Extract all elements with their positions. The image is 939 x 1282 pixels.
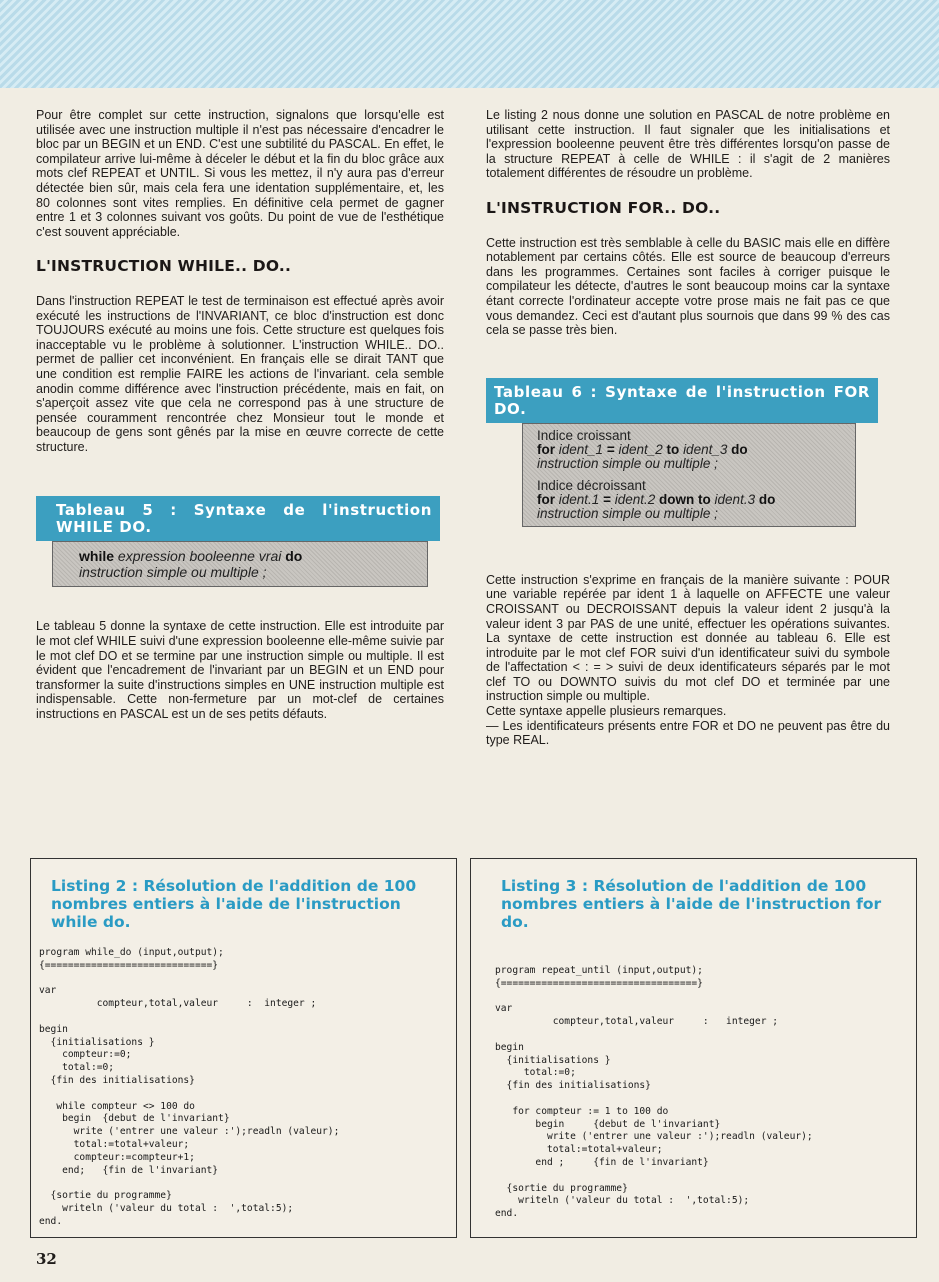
ident-3: ident_3 <box>683 441 728 457</box>
paragraph-while-intro: Dans l'instruction REPEAT le test de terminaison est effectué après avoir exécuté les instructions de l'INVARIANT, ce bloc d'instruction est donc TOUJOURS exécuté au moins une fois. Cette structure est quelques fois inacceptable vu le problème à solutionner. L'instruction WHILE.. DO.. permet de pallier cet inconvénient. En français elle se dirait TANT que une condition est remplie FAIRE les actions de l'invariant. cela semble anodin comme différence avec l'instruction précédente, mais en fait, on s'aperçoit assez vite que cela ne correspond pas à une structure de pensée couramment rencontrée chez Monsieur tout le monde et beaucoup de gens sont gênés par la mise en œuvre correcte de cette structure. <box>36 293 444 454</box>
assign-symbol: = <box>603 491 611 507</box>
keyword-do: do <box>758 491 776 507</box>
table-6-title: Tableau 6 : Syntaxe de l'instruction FOR DO. <box>486 378 878 423</box>
paragraph-tableau5-explain: Le tableau 5 donne la syntaxe de cette instruction. Elle est introduite par le mot clef WHILE suivi d'une expression booleenne elle-même suivie par le mot clef DO et se termine par une instruction simple ou multiple. Il est évident que l'encadrement de l'invariant par un BEGIN et un END pour transformer la suite d'instructions simples en UNE instruction multiple est indispensable. Cette non-fermeture par un mot-clef de certaines instructions en PASCAL est un de ses petits défauts. <box>36 619 444 722</box>
right-column <box>486 108 890 748</box>
ident-1: ident_1 <box>558 441 604 457</box>
keyword-for: for <box>537 491 555 507</box>
listing-2-title: Listing 2 : Résolution de l'addition de 100 nombres entiers à l'aide de l'instruction while do. <box>51 877 417 931</box>
ident-2: ident_2 <box>618 441 663 457</box>
syntax-instruction: instruction simple ou multiple ; <box>537 455 718 471</box>
heading-for-do: L'INSTRUCTION FOR.. DO.. <box>486 198 721 217</box>
table-5-title: Tableau 5 : Syntaxe de l'instruction WHILE DO. <box>36 496 440 541</box>
syntax-expression: expression booleenne vrai <box>117 548 282 565</box>
tab6-increasing-label: Indice croissant <box>537 427 631 443</box>
keyword-for: for <box>537 441 555 457</box>
listing-2-code: program while_do (input,output); {=============================} var compteur,total,valeur : integer ; begin {initialisations } compteur:=0; total:=0; {fin des initialisations} while compteur <> 100 do begin {debut de l'invariant} write ('entrer une valeur :');readln (valeur); total:=total+valeur; compteur:=compteur+1; end; {fin de l'invariant} {sortie du programme} writeln ('valeur du total : ',total:5); end. <box>39 947 340 1227</box>
paragraph-listing2-intro: Le listing 2 nous donne une solution en PASCAL de notre problème en utilisant cette instruction. Il faut signaler que les initialisations et l'expression booleenne peuvent être très différentes lorsqu'on passe de la structure REPEAT à celle de WHILE : il s'agit de 2 manières totalement différentes de résoudre un problème. <box>486 108 890 181</box>
heading-while-do: L'INSTRUCTION WHILE.. DO.. <box>36 257 292 276</box>
ident-1: ident.1 <box>558 491 600 507</box>
listing-3-title: Listing 3 : Résolution de l'addition de 100 nombres entiers à l'aide de l'instruction for do. <box>501 877 882 931</box>
paragraph-remark-real: — Les identificateurs présents entre FOR et DO ne peuvent pas être du type REAL. <box>486 718 890 748</box>
keyword-downto: down to <box>659 491 711 507</box>
keyword-to: to <box>666 441 680 457</box>
paragraph-repeat-remark: Pour être complet sur cette instruction, signalons que lorsqu'elle est utilisée avec une instruction multiple il n'est pas nécessaire d'encadrer le bloc par un BEGIN et un END. C'est une subtilité du PASCAL. En effet, le compilateur arrive lui-même à déceler le début et la fin du bloc grâce aux mots clef REPEAT et UNTIL. Si vous les mettez, il n'y aura pas d'erreur détectée bien sûr, mais cela fera une identation supplémentaire, et, les 80 colonnes sont vites remplies. En définitive cela permet de gagner entre 1 et 3 colonnes suivant vos goûts. Du point de vue de l'esthétique c'est souvent appréciable. <box>36 108 444 239</box>
tab6-decreasing-label: Indice décroissant <box>537 477 646 493</box>
table-6-syntax <box>522 423 856 527</box>
listing-3-code: program repeat_until (input,output); {==================================} var compteur,total,valeur : integer ; begin {initialisations } total:=0; {fin des initialisations} for compteur := 1 to 100 do begin {debut de l'invariant} write ('entrer une valeur :');readln (valeur); total:=total+valeur; end ; {fin de l'invariant} {sortie du programme} writeln ('valeur du total : ',total:5); end. <box>495 965 813 1220</box>
table-5 <box>36 496 444 587</box>
paragraph-remarks: Cette syntaxe appelle plusieurs remarques. <box>486 704 727 719</box>
assign-symbol: = <box>606 441 615 457</box>
paragraph-for-explain: Cette instruction s'exprime en français de la manière suivante : POUR une variable repérée par ident 1 à laquelle on AFFECTE une valeur CROISSANT ou DECROISSANT depuis la valeur ident 2 jusqu'à la valeur ident 3 par PAS de une unité, effectuer les opérations suivantes. La syntaxe de cette instruction est donnée au tableau 6. Elle est introduite par le mot clef FOR suivi d'un identificateur suivi du symbole de l'affectation < : = > suivi de deux identificateurs séparés par le mot clef TO ou DOWNTO suivis du mot clef DO et terminée par une instruction simple ou multiple. <box>486 572 890 704</box>
ident-2: ident.2 <box>614 491 656 507</box>
page-number: 32 <box>36 1250 57 1268</box>
table-6 <box>486 378 890 527</box>
table-5-syntax <box>52 541 428 587</box>
header-pattern-band <box>0 0 939 88</box>
keyword-do: do <box>731 441 748 457</box>
keyword-do: do <box>285 548 303 565</box>
syntax-instruction: instruction simple ou multiple ; <box>79 564 267 581</box>
syntax-instruction: instruction simple ou multiple ; <box>537 505 718 521</box>
left-column <box>36 108 444 722</box>
paragraph-for-intro: Cette instruction est très semblable à celle du BASIC mais elle en diffère notablement par certains côtés. Elle est source de beaucoup d'erreurs dans les programmes. Certaines sont faciles à corriger puisque le compilateur les détecte, d'autres le sont beaucoup moins car la syntaxe étant correcte l'ordinateur accepte votre prose mais ne fait pas ce que vous demandez. Ceci est d'autant plus sournois que dans 99 % des cas cela se passe très bien. <box>486 235 890 338</box>
listing-3-box <box>470 858 917 1238</box>
keyword-while: while <box>79 548 115 565</box>
listing-2-box <box>30 858 457 1238</box>
ident-3: ident.3 <box>714 491 756 507</box>
